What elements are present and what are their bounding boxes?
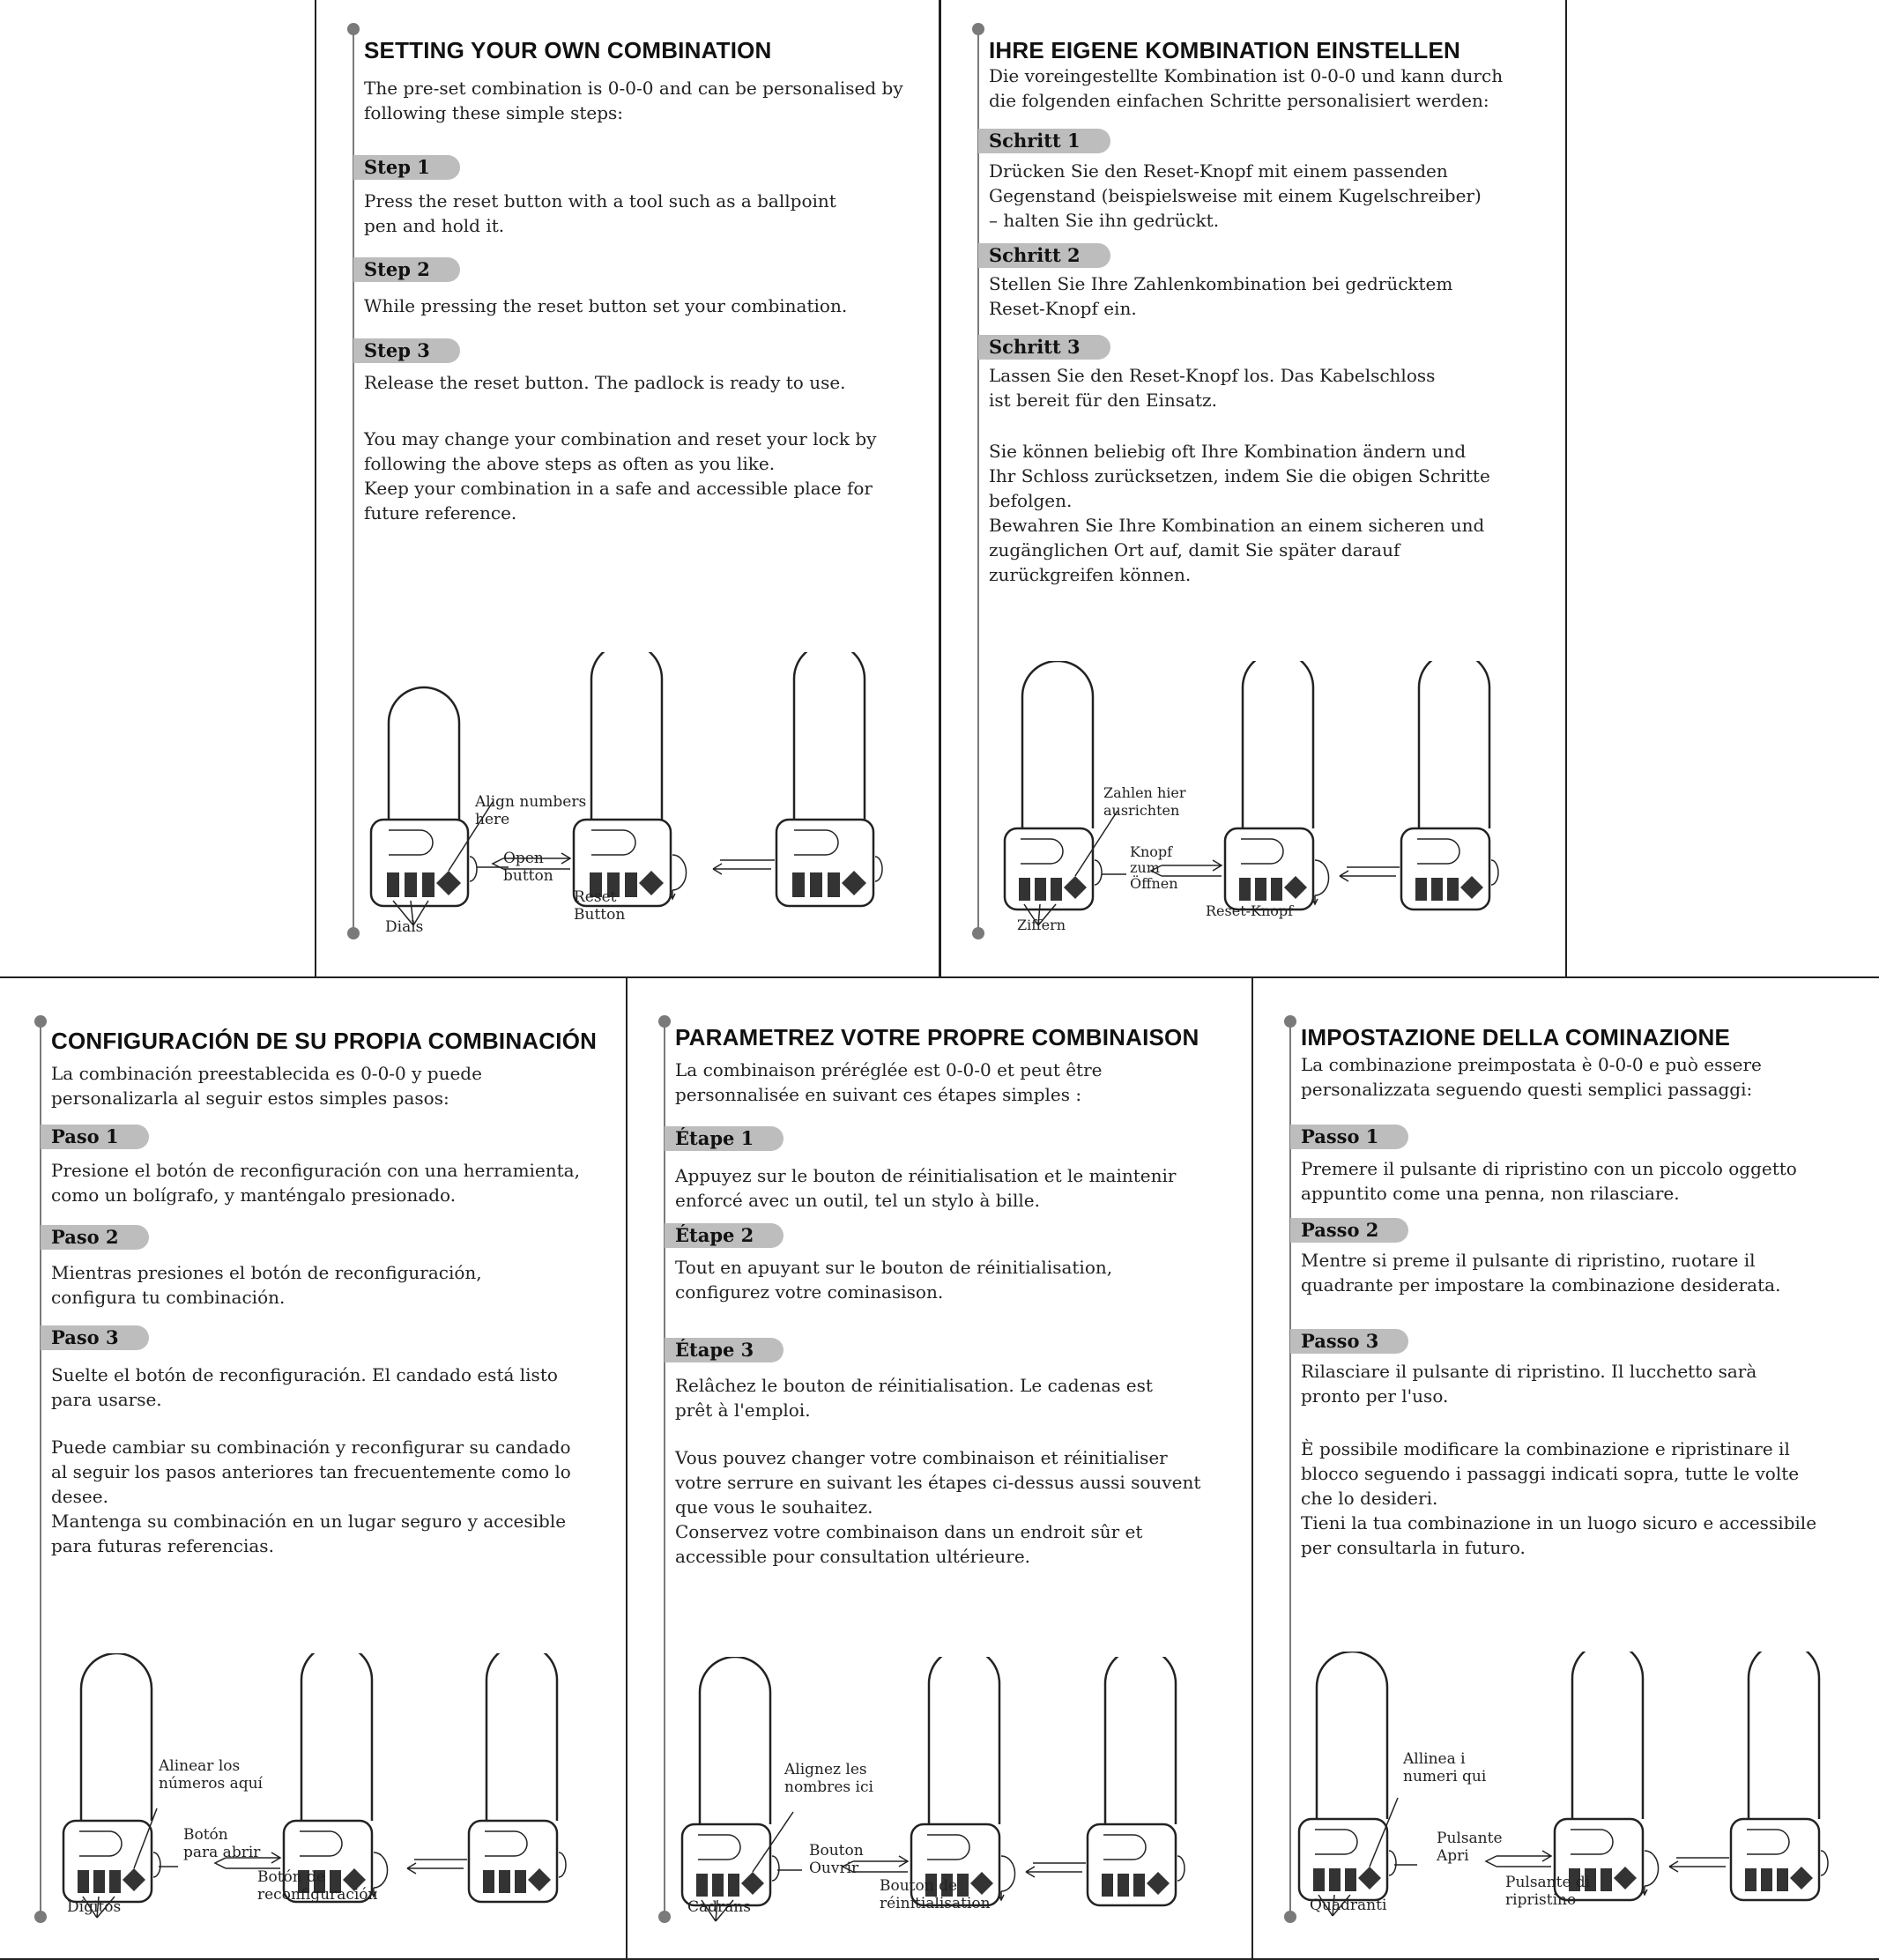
- label-align: Allinea i numeri qui: [1403, 1750, 1487, 1786]
- panel-en: [315, 0, 940, 978]
- outro-text: Puede cambiar su combinación y reconfigurar su candado al seguir los pasos anteriores tan frecuentemente como lo desee. Mantenga su combinación en un lugar seguro y accesible para futuras referencias.: [51, 1437, 571, 1556]
- step-3-text: Lassen Sie den Reset-Knopf los. Das Kabelschloss ist bereit für den Einsatz.: [989, 365, 1436, 411]
- padlock-1-icon: [682, 1657, 779, 1905]
- step-2-badge: Schritt 2: [978, 243, 1110, 268]
- label-dials: Dials: [385, 918, 424, 936]
- label-reset: Bouton de réinitialisation: [880, 1877, 991, 1912]
- label-open: Pulsante Apri: [1437, 1830, 1503, 1865]
- step-1-badge: Passo 1: [1290, 1125, 1408, 1149]
- intro-text: La combinación preestablecida es 0-0-0 y puede personalizarla al seguir estos simples pasos:: [51, 1063, 482, 1109]
- label-reset: Botón de reconfiguración: [257, 1868, 378, 1904]
- label-align: Align numbers here: [475, 793, 587, 828]
- step-3-text: Release the reset button. The padlock is ready to use.: [364, 372, 846, 393]
- panel-title: IHRE EIGENE KOMBINATION EINSTELLEN: [989, 37, 1461, 63]
- rail-dot-top: [34, 1015, 47, 1028]
- padlock-2-icon: [284, 1653, 388, 1902]
- step-2-badge: Step 2: [353, 257, 460, 282]
- step-3-badge: Passo 3: [1290, 1329, 1408, 1354]
- rail-dot-bottom: [972, 927, 984, 939]
- step-3-badge: Schritt 3: [978, 335, 1110, 360]
- step-1-text: Presione el botón de reconfiguración con una herramienta, como un bolígrafo, y manténgalo presionado.: [51, 1160, 580, 1206]
- label-open: Botón para abrir: [183, 1826, 261, 1861]
- padlock-1-icon: [1299, 1652, 1396, 1900]
- panel-title: CONFIGURACIÓN DE SU PROPIA COMBINACIÓN: [51, 1028, 598, 1054]
- label-align: Alinear los números aquí: [159, 1757, 263, 1793]
- outro-text: Vous pouvez changer votre combinaison et réinitialiser votre serrure en suivant les étapes ci-dessus aussi souvent que vous le souhaitez. Conservez votre combinaison dans un endroit sûr et accessible pour consultation ultérieure.: [675, 1447, 1201, 1567]
- intro-text: La combinazione preimpostata è 0-0-0 e può essere personalizzata seguendo questi semplici passaggi:: [1301, 1054, 1762, 1100]
- label-dials: Ziffern: [1017, 917, 1066, 933]
- padlock-2-icon: [911, 1657, 1015, 1905]
- step-2-text: Tout en apuyant sur le bouton de réinitialisation, configurez votre cominasison.: [675, 1257, 1113, 1303]
- step-3-badge: Paso 3: [41, 1325, 149, 1350]
- outro-text: You may change your combination and reset your lock by following the above steps as often as you like. Keep your combination in a safe and accessible place for future reference.: [364, 428, 877, 523]
- padlock-illustration: [994, 661, 1549, 943]
- panel-rail: [664, 1019, 665, 1914]
- padlock-1-icon: [371, 687, 477, 906]
- step-1-text: Premere il pulsante di ripristino con un piccolo oggetto appuntito come una penna, non rilasciare.: [1301, 1158, 1797, 1204]
- padlock-3-icon: [469, 1653, 566, 1902]
- rail-dot-bottom: [347, 927, 360, 939]
- rail-dot-top: [972, 23, 984, 35]
- padlock-3-icon: [1088, 1657, 1185, 1905]
- panel-title: IMPOSTAZIONE DELLA COMINAZIONE: [1301, 1024, 1730, 1051]
- panel-fr: [626, 976, 1253, 1960]
- padlock-3-icon: [1401, 661, 1498, 909]
- rail-dot-bottom: [34, 1911, 47, 1923]
- padlock-1-icon: [1005, 661, 1102, 909]
- intro-text: The pre-set combination is 0-0-0 and can be personalised by following these simple steps:: [364, 78, 903, 123]
- step-3-badge: Step 3: [353, 338, 460, 363]
- step-1-text: Press the reset button with a tool such as a ballpoint pen and hold it.: [364, 190, 836, 236]
- step-2-text: Stellen Sie Ihre Zahlenkombination bei gedrücktem Reset-Knopf ein.: [989, 273, 1453, 319]
- rail-dot-top: [658, 1015, 671, 1028]
- padlock-3-icon: [776, 652, 882, 906]
- label-open: Bouton Ouvrir: [809, 1842, 864, 1877]
- panel-rail: [40, 1019, 41, 1914]
- step-3-text: Relâchez le bouton de réinitialisation. Le cadenas est prêt à l'emploi.: [675, 1375, 1153, 1421]
- label-align: Zahlen hier ausrichten: [1103, 784, 1186, 819]
- padlock-1-icon: [63, 1653, 160, 1902]
- padlock-3-icon: [1731, 1652, 1828, 1900]
- step-3-text: Suelte el botón de reconfiguración. El candado está listo para usarse.: [51, 1364, 558, 1410]
- rail-dot-top: [347, 23, 360, 35]
- label-align: Alignez les nombres ici: [784, 1761, 873, 1796]
- rail-dot-bottom: [658, 1911, 671, 1923]
- label-reset: Reset Button: [574, 888, 626, 924]
- step-3-badge: Étape 3: [665, 1338, 784, 1362]
- panel-rail: [977, 26, 979, 934]
- intro-text: Die voreingestellte Kombination ist 0-0-0 und kann durch die folgenden einfachen Schritte personalisiert werden:: [989, 65, 1504, 111]
- step-2-badge: Étape 2: [665, 1223, 784, 1248]
- panel-de: [940, 0, 1567, 978]
- label-reset: Reset-Knopf: [1206, 902, 1294, 919]
- padlock-illustration: [360, 652, 925, 934]
- panel-title: SETTING YOUR OWN COMBINATION: [364, 37, 772, 63]
- label-dials: Quadranti: [1310, 1897, 1387, 1914]
- intro-text: La combinaison préréglée est 0-0-0 et peut être personnalisée en suivant ces étapes simples :: [675, 1059, 1103, 1105]
- step-1-badge: Étape 1: [665, 1126, 784, 1151]
- panel-es: [0, 976, 628, 1960]
- step-1-badge: Schritt 1: [978, 129, 1110, 153]
- label-dials: Dígitos: [67, 1898, 122, 1916]
- outro-text: È possibile modificare la combinazione e ripristinare il blocco seguendo i passaggi indicati sopra, tutte le volte che lo desideri. Tieni la tua combinazione in un luogo sicuro e accessibile per consultarla in futuro.: [1301, 1438, 1817, 1558]
- step-2-text: Mientras presiones el botón de reconfiguración, configura tu combinación.: [51, 1262, 482, 1308]
- label-reset: Pulsante di ripristino: [1505, 1874, 1591, 1909]
- step-2-text: While pressing the reset button set your combination.: [364, 295, 848, 316]
- panel-it: [1251, 976, 1879, 1960]
- step-1-badge: Step 1: [353, 155, 460, 180]
- panel-title: PARAMETREZ VOTRE PROPRE COMBINAISON: [675, 1024, 1199, 1051]
- padlock-2-icon: [1225, 661, 1329, 909]
- step-2-text: Mentre si preme il pulsante di ripristino, ruotare il quadrante per impostare la combinazione desiderata.: [1301, 1250, 1781, 1296]
- outro-text: Sie können beliebig oft Ihre Kombination ändern und Ihr Schloss zurücksetzen, indem Sie die obigen Schritte befolgen. Bewahren Sie Ihre Kombination an einem sicheren und zugänglichen Ort auf, damit Sie später darauf zurückgreifen können.: [989, 441, 1490, 585]
- label-open: Knopf zum Öffnen: [1130, 843, 1178, 892]
- rail-dot-top: [1284, 1015, 1296, 1028]
- label-open: Open button: [503, 850, 553, 885]
- step-2-badge: Paso 2: [41, 1225, 149, 1250]
- step-1-badge: Paso 1: [41, 1125, 149, 1149]
- step-2-badge: Passo 2: [1290, 1218, 1408, 1243]
- label-dials: Cadrans: [687, 1898, 751, 1916]
- step-1-text: Appuyez sur le bouton de réinitialisation et le maintenir enforcé avec un outil, tel un stylo à bille.: [675, 1165, 1177, 1211]
- step-1-text: Drücken Sie den Reset-Knopf mit einem passenden Gegenstand (beispielsweise mit einem Kugelschreiber) – halten Sie ihn gedrückt.: [989, 160, 1482, 231]
- padlock-2-icon: [574, 652, 687, 906]
- step-3-text: Rilasciare il pulsante di ripristino. Il lucchetto sarà pronto per l'uso.: [1301, 1361, 1757, 1407]
- padlock-2-icon: [1555, 1652, 1659, 1900]
